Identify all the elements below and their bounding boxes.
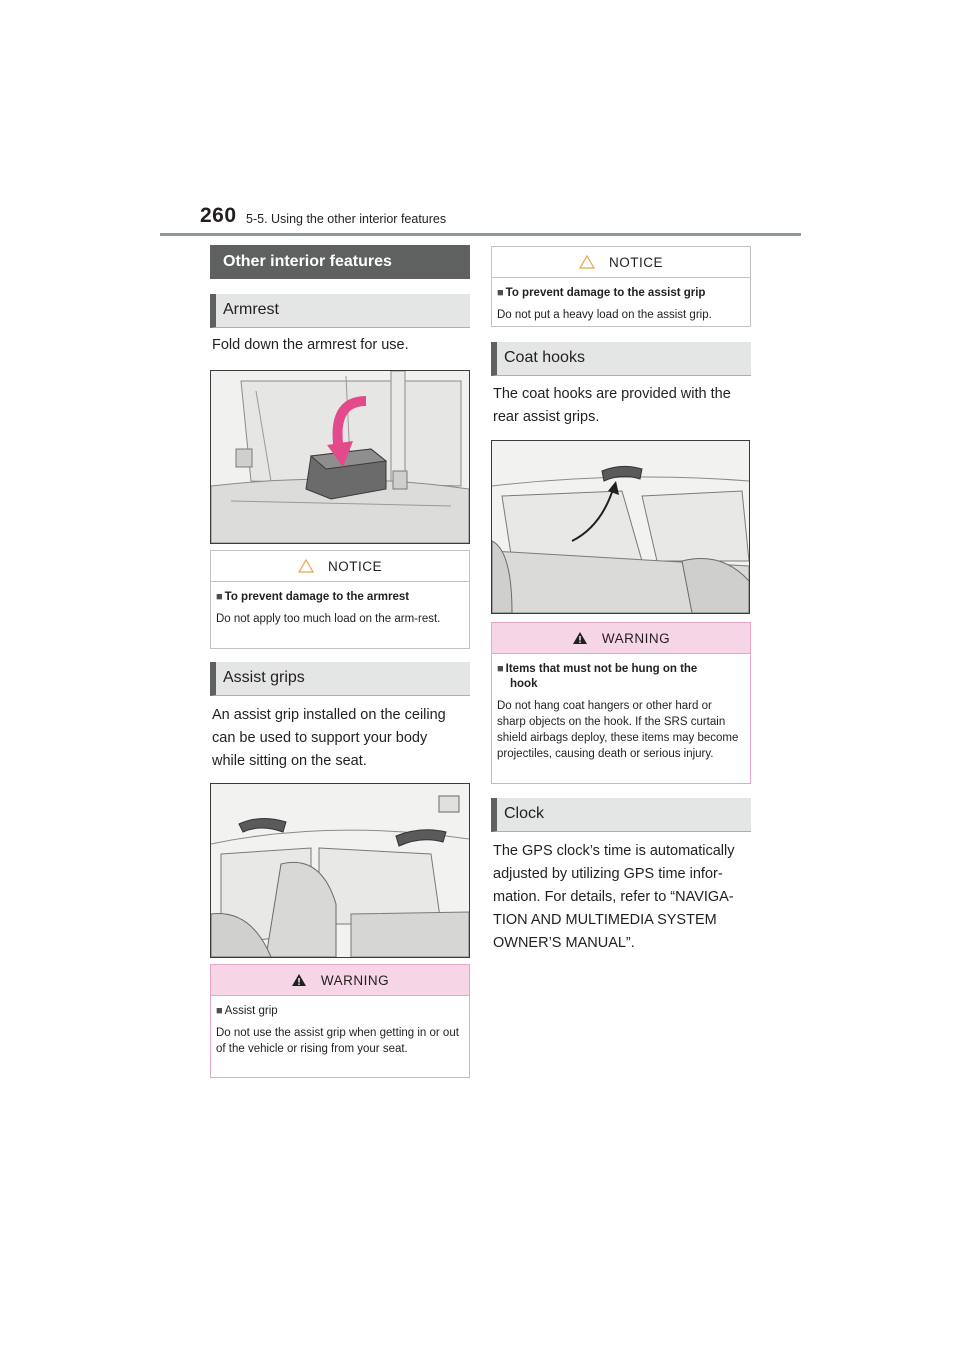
bullet-square-icon: ■	[497, 287, 504, 299]
notice-triangle-icon	[298, 559, 314, 573]
coat-hook-warning-box	[491, 622, 751, 784]
notice-label: NOTICE	[327, 558, 382, 574]
armrest-notice-box	[210, 550, 470, 649]
notice-label: NOTICE	[608, 254, 663, 270]
coat-hooks-text-1: The coat hooks are provided with the	[493, 386, 731, 402]
bullet-square-icon: ■	[497, 663, 504, 675]
notice-header	[211, 551, 469, 582]
bullet-square-icon: ■	[216, 1005, 223, 1017]
assist-grips-illustration	[210, 783, 470, 958]
coat-hooks-text-2: rear assist grips.	[493, 409, 600, 425]
warning-label: WARNING	[601, 630, 671, 646]
warning-body: Do not hang coat hangers or other hard or sharp objects on the hook. If the SRS curtain shield airbags deploy, these items may become projectiles, causing death or serious injury.	[497, 700, 739, 760]
notice-body: Do not put a heavy load on the assist grip.	[497, 309, 712, 321]
header-divider	[160, 233, 801, 236]
warning-header	[211, 965, 469, 996]
clock-text-4: TION AND MULTIMEDIA SYSTEM	[493, 912, 717, 928]
warning-header	[492, 623, 750, 654]
assist-grip-notice-box	[491, 246, 751, 327]
assist-grips-heading: Assist grips	[210, 662, 470, 696]
warning-triangle-icon	[291, 973, 307, 987]
page-title: Other interior features	[210, 245, 470, 279]
clock-text-2: adjusted by utilizing GPS time infor-	[493, 866, 723, 882]
armrest-heading: Armrest	[210, 294, 470, 328]
assist-grips-text-2: can be used to support your body	[212, 730, 428, 746]
notice-header	[492, 247, 750, 278]
armrest-text: Fold down the armrest for use.	[212, 337, 409, 353]
warning-subtitle: ■ Assist grip	[216, 1005, 278, 1017]
warning-triangle-icon	[572, 631, 588, 645]
clock-text-5: OWNER’S MANUAL”.	[493, 935, 635, 951]
notice-subtitle: ■ To prevent damage to the armrest	[216, 591, 410, 603]
clock-text-3: mation. For details, refer to “NAVIGA-	[493, 889, 734, 905]
assist-grip-warning-box	[210, 964, 470, 1078]
armrest-illustration	[210, 370, 470, 544]
warning-subtitle: ■ Items that must not be hung on the hook	[497, 663, 698, 690]
assist-grips-text-3: while sitting on the seat.	[212, 753, 367, 769]
page-number: 260	[200, 204, 237, 227]
coat-hooks-illustration	[491, 440, 750, 614]
notice-subtitle: ■ To prevent damage to the assist grip	[497, 287, 706, 299]
notice-body: Do not apply too much load on the arm-rest.	[216, 613, 441, 625]
clock-heading: Clock	[491, 798, 751, 832]
bullet-square-icon: ■	[216, 591, 223, 603]
notice-triangle-icon	[579, 255, 595, 269]
coat-hooks-heading: Coat hooks	[491, 342, 751, 376]
warning-body: Do not use the assist grip when getting in or out of the vehicle or rising from your seat.	[216, 1027, 459, 1055]
section-breadcrumb: 5-5. Using the other interior features	[246, 212, 447, 226]
clock-text-1: The GPS clock’s time is automatically	[493, 843, 735, 859]
warning-label: WARNING	[320, 972, 390, 988]
assist-grips-text-1: An assist grip installed on the ceiling	[212, 707, 446, 723]
